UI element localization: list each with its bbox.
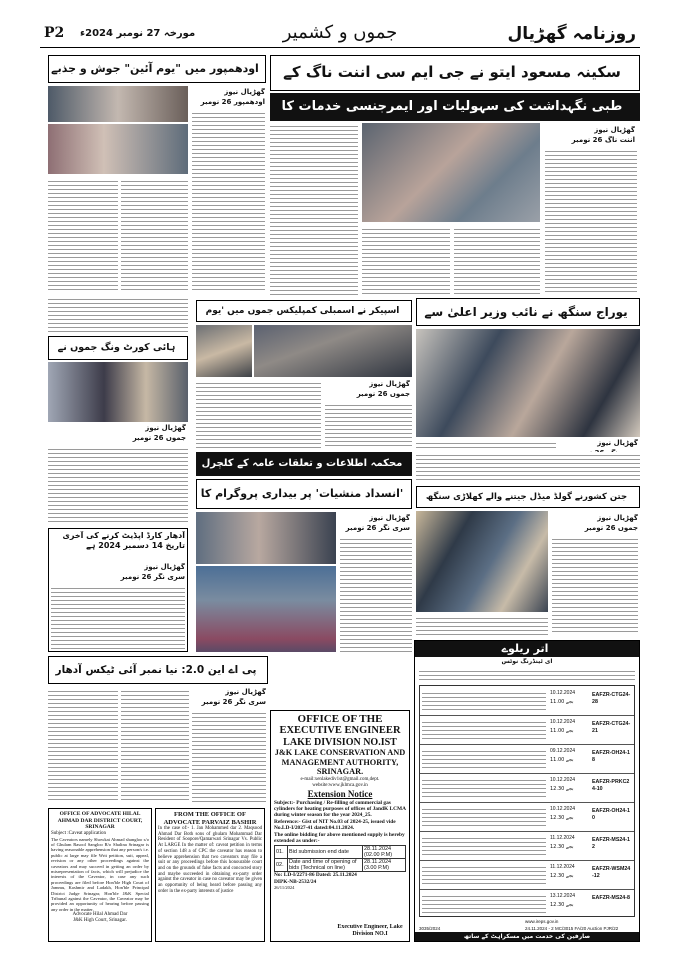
highcourt-body-top <box>48 296 188 332</box>
info-photo-1 <box>196 512 336 564</box>
railways-row-time: بجے 12.30 <box>550 844 574 850</box>
yuvraj-headline: یوراج سنگھ نے نائب وزیر اعلیٰ سے <box>416 298 640 326</box>
ee-website: website:www.jklmca.gov.in <box>312 782 368 788</box>
caveat-notice-1 <box>48 808 152 942</box>
info-subhead: 'انسداد منشیات' پر بیداری پروگرام کا <box>196 479 412 509</box>
main-body-col2 <box>270 123 358 295</box>
highcourt-byline: گھڑیال نیوز <box>145 424 186 432</box>
speaker-byline: گھڑیال نیوز <box>369 380 410 388</box>
ee-email: e-mail:xenlakediv1st@gmail.com,dept. <box>300 776 380 782</box>
caveat-notice-2 <box>155 808 265 942</box>
speaker-body-2 <box>325 402 412 448</box>
railways-row-time: بجے 12.30 <box>550 902 574 908</box>
railways-row-time: بجے 11.00 <box>550 728 574 734</box>
pan-byline: گھڑیال نیوز <box>225 688 266 696</box>
pan-body-1 <box>48 688 118 803</box>
ee-no-line: No: LD-I/2271-86 Dated: 25.11.2024 <box>274 872 357 879</box>
main-body-col3 <box>362 226 450 295</box>
railways-website: www.ireps.gov.in <box>525 919 559 924</box>
aadhaar-dateline: سری نگر 26 نومبر <box>120 573 185 581</box>
highcourt-body <box>48 446 188 524</box>
issue-date: مورخہ 27 نومبر 2024ء <box>80 28 196 39</box>
pan-body-3 <box>192 710 266 803</box>
kashmir-byline: گھڑیال نیوز <box>597 514 638 522</box>
udhampur-byline: گھڑیال نیوز <box>224 88 265 96</box>
ee-notice-title: Extension Notice <box>307 788 373 799</box>
udhampur-dateline: اودھمپور 26 نومبر <box>200 98 265 106</box>
ee-row-2-no: 02. <box>275 859 288 872</box>
pan-dateline: سری نگر 26 نومبر <box>201 698 266 706</box>
yuvraj-photo <box>416 329 640 437</box>
caveat-1-body: The Caveators namely Showkat Ahmad shangloo s/o of Ghulam Rasool Sangloo R/o Shalina Srinagar is having reasonable apprehension that any person/s i.e. public at large may file Writ petition, suit, appeal, revision or any other proceedings against the caveators and may succeed in getting an order by misrepresentation of facts, which will prejudice the interests of the Caveator, in case any such proceedings are filed before Hon'ble High Court of Jammu, Kashmir and Ladakh, Hon'ble Principal District Judge Srinagar, Hon'ble J&K Special Tribunal against the Caveator, the Caveator may be provided an opportunity of hearing before passing any order in the matter. <box>51 836 149 912</box>
info-dateline: سری نگر 26 نومبر <box>345 524 410 532</box>
aadhaar-byline: گھڑیال نیوز <box>144 563 185 571</box>
executive-engineer-notice <box>270 710 410 942</box>
udhampur-headline: اودھمپور میں "یوم آئین" جوش و جذبے <box>48 55 266 83</box>
ee-row-1-no: 01. <box>275 846 288 859</box>
info-body <box>340 536 412 652</box>
railways-row-description <box>422 893 546 914</box>
newspaper-name: روزنامہ گھڑیال <box>507 24 636 44</box>
railways-row-tender-no: EAFZR-WSM24-12 <box>592 866 631 879</box>
railways-table <box>419 685 635 917</box>
pan-body-2 <box>121 688 189 803</box>
main-subhead: طبی نگہداشت کی سہولیات اور ایمرجنسی خدمات کا <box>270 93 640 121</box>
highcourt-dateline: جموں 26 نومبر <box>132 434 186 442</box>
kashmir-top-body <box>416 452 640 482</box>
railways-row-tender-no: EAFZR-PRKC24-10 <box>592 779 630 792</box>
info-byline: گھڑیال نیوز <box>369 514 410 522</box>
highcourt-photo <box>48 362 188 422</box>
railways-row-tender-no: EAFZR-MS24-12 <box>592 837 630 850</box>
railways-notice <box>414 640 640 942</box>
railways-row <box>420 686 634 716</box>
ee-row-1 <box>275 846 406 859</box>
masthead-bar <box>40 22 640 48</box>
ee-row-1-label: Bid submission end date <box>288 846 363 859</box>
ee-subject: Subject:- Purchasing / Re-filling of commercial gas cylinders for heating purposes of offices of JandK LCMA during winter season for the year 2024_25. <box>274 799 406 819</box>
page-number: P2 <box>44 25 65 41</box>
speaker-dateline: جموں 26 نومبر <box>356 390 410 398</box>
main-byline: گھڑیال نیوز <box>594 126 635 134</box>
railways-row-date: 10.12.2024 <box>550 777 576 783</box>
railways-row-tender-no: EAFZR-CTG24-21 <box>592 721 631 734</box>
railways-row <box>420 802 634 832</box>
railways-row-tender-no: EAFZR-CTG24-28 <box>592 692 631 705</box>
railways-row-time: بجے 11.00 <box>550 699 574 705</box>
udhampur-body-2 <box>48 178 118 290</box>
udhampur-photo-2 <box>48 124 188 174</box>
railways-row-description <box>422 806 546 827</box>
railways-row-date: 09.12.2024 <box>550 748 576 754</box>
railways-slogan: صارفین کی خدمت میں مسکراہٹ کے ساتھ <box>415 932 639 941</box>
railways-row-description <box>422 835 546 856</box>
railways-row-tender-no: EAFZR-OH24-10 <box>592 808 630 821</box>
railways-row <box>420 773 634 803</box>
railways-intro <box>419 668 635 682</box>
info-photo-2 <box>196 566 336 652</box>
kashmir-body-2 <box>416 615 548 635</box>
ee-row-2-label: Date and time of opening of bids (Technical on line) <box>288 859 363 872</box>
railways-row-tender-no: EAFZR-OH24-18 <box>592 750 630 763</box>
railways-row-date: 11.12.2024 <box>550 835 575 841</box>
railways-row-time: بجے 12.30 <box>550 873 574 879</box>
railways-row <box>420 889 634 917</box>
railways-row <box>420 744 634 774</box>
caveat-1-subject: Subject :Caveat application <box>51 830 106 836</box>
yuvraj-byline: گھڑیال نیوز <box>597 439 638 447</box>
ee-title: EXECUTIVE ENGINEER <box>279 725 401 736</box>
udhampur-photo-1 <box>48 86 188 122</box>
railways-row-date: 11.12.2024 <box>550 864 575 870</box>
ee-sign: Executive Engineer, Lake Division NO.I <box>337 924 403 937</box>
udhampur-body-1 <box>192 110 265 290</box>
main-headline: سکینہ مسعود ایتو نے جی ایم سی اننت ناگ کے <box>270 55 640 91</box>
railways-footer-no: 24.11.2024 - 2 MC/3015 FA/20 Auction PJR/22 <box>525 926 619 931</box>
ee-division: LAKE DIVISION NO.IST <box>283 737 397 748</box>
caveat-1-signoff2: J&K High Court, Srinagar. <box>73 918 127 924</box>
ee-office: OFFICE OF THE <box>297 713 383 725</box>
railways-row-description <box>422 777 546 798</box>
railways-footer-date: 3035/2024 <box>419 926 441 931</box>
speaker-headline: اسپیکر نے اسمبلی کمپلیکس جموں میں 'یوم <box>196 300 412 322</box>
kashmir-dateline: جموں 26 نومبر <box>584 524 638 532</box>
railways-row <box>420 831 634 861</box>
railways-row-date: 10.12.2024 <box>550 690 576 696</box>
railways-row-time: بجے 12.30 <box>550 786 574 792</box>
speaker-photo-1 <box>196 325 252 377</box>
main-photo <box>362 123 540 222</box>
railways-row-date: 10.12.2024 <box>550 719 576 725</box>
railways-row-description <box>422 690 546 711</box>
railways-row-description <box>422 748 546 769</box>
kashmir-photo <box>416 511 548 612</box>
kashmir-headline: جتن کشورنے گولڈ میڈل جیتنے والے کھلاڑی سنگھ <box>416 486 640 508</box>
ee-reference: Reference:- Gist of NIT No.03 of 2024-25, issued vide No.LD-I/2027-41 dated:04.11.2024. <box>274 818 396 832</box>
speaker-body-1 <box>196 380 321 448</box>
caveat-1-title: OFFICE OF ADVOCATE HILAL AHMAD DAR DISTRICT COURT, SRINAGAR <box>57 811 143 830</box>
railways-row <box>420 860 634 890</box>
railways-row-description <box>422 864 546 885</box>
highcourt-headline: ہائی کورٹ ونگ جموں نے <box>48 336 188 360</box>
yuvraj-body <box>416 440 556 448</box>
ee-dipk: DIPK-NB-2532/24 <box>274 879 317 886</box>
ee-authority: J&K LAKE CONSERVATION AND MANAGEMENT AUTHORITY, SRINAGAR. <box>274 748 406 776</box>
railways-row-time: بجے 12.30 <box>550 815 574 821</box>
ee-row-2 <box>275 859 406 872</box>
udhampur-body-3 <box>121 178 188 290</box>
speaker-photo-2 <box>254 325 412 377</box>
railways-row <box>420 715 634 745</box>
ee-dipk-date: 26/11/2024 <box>274 885 295 891</box>
caveat-2-body: In the case of:- 1. Jan Mohammed dar 2. Maqsood Ahmad Dar Both sons of ghulam Mohammad Dar Resident of Soopore/Qamarwari Srinagar Vs. Public At LARGE In the matter of: caveat petition in terms of section 148 a of CPC the caveator has reason to believe apprehension that two caveators may file a suit or any proceedings before this honourable court and on the grounds of false facts and concocted story and maybe succeeded in obtaining ex-party order against the caveator in case no caveator may be given an opportunity of being heard before passing any order in the ex-party interests of justice <box>158 826 262 894</box>
railways-row-tender-no: EAFZR-MS24-8 <box>592 895 630 901</box>
railways-row-date: 13.12.2024 <box>550 893 576 899</box>
aadhaar-headline: آدھار کارڈ اپڈیٹ کرنے کی آخری تاریخ 14 دسمبر 2024 ہے <box>62 531 185 550</box>
aadhaar-box <box>48 528 188 652</box>
ee-table <box>274 845 406 872</box>
pan-headline: پی اے این 2.0: نیا نمبر آئی ٹیکس آدھار <box>48 656 268 684</box>
aadhaar-body <box>51 585 185 649</box>
kashmir-body <box>552 536 638 632</box>
railways-title: اتر ریلوے <box>415 641 639 657</box>
ee-row-2-value: 28.11.2024 (3.00 P.M) <box>363 859 406 872</box>
railways-row-description <box>422 719 546 740</box>
caveat-1-signoff: Advocate Hilal Ahmad Dar <box>72 912 128 918</box>
railways-row-time: بجے 11.00 <box>550 757 574 763</box>
edition-title: جموں و کشمیر <box>282 22 398 43</box>
main-dateline: اننت ناگ 26 نومبر <box>571 136 635 144</box>
railways-row-date: 10.12.2024 <box>550 806 576 812</box>
caveat-2-title: FROM THE OFFICE OF ADVOCATE PARVAIZ BASHIR <box>163 811 257 826</box>
ee-body: The online bidding for above mentioned supply is hereby extended as under:- <box>274 831 405 844</box>
info-headline: محکمہ اطلاعات و تعلقات عامہ کے کلچرل <box>196 452 412 476</box>
ee-row-1-value: 28.11.2024 (02.00 P.M) <box>363 846 406 859</box>
main-body-col1 <box>545 148 637 294</box>
railways-subtitle: ای ٹینڈرنگ نوٹس <box>501 658 553 665</box>
main-body-col4 <box>454 226 540 295</box>
